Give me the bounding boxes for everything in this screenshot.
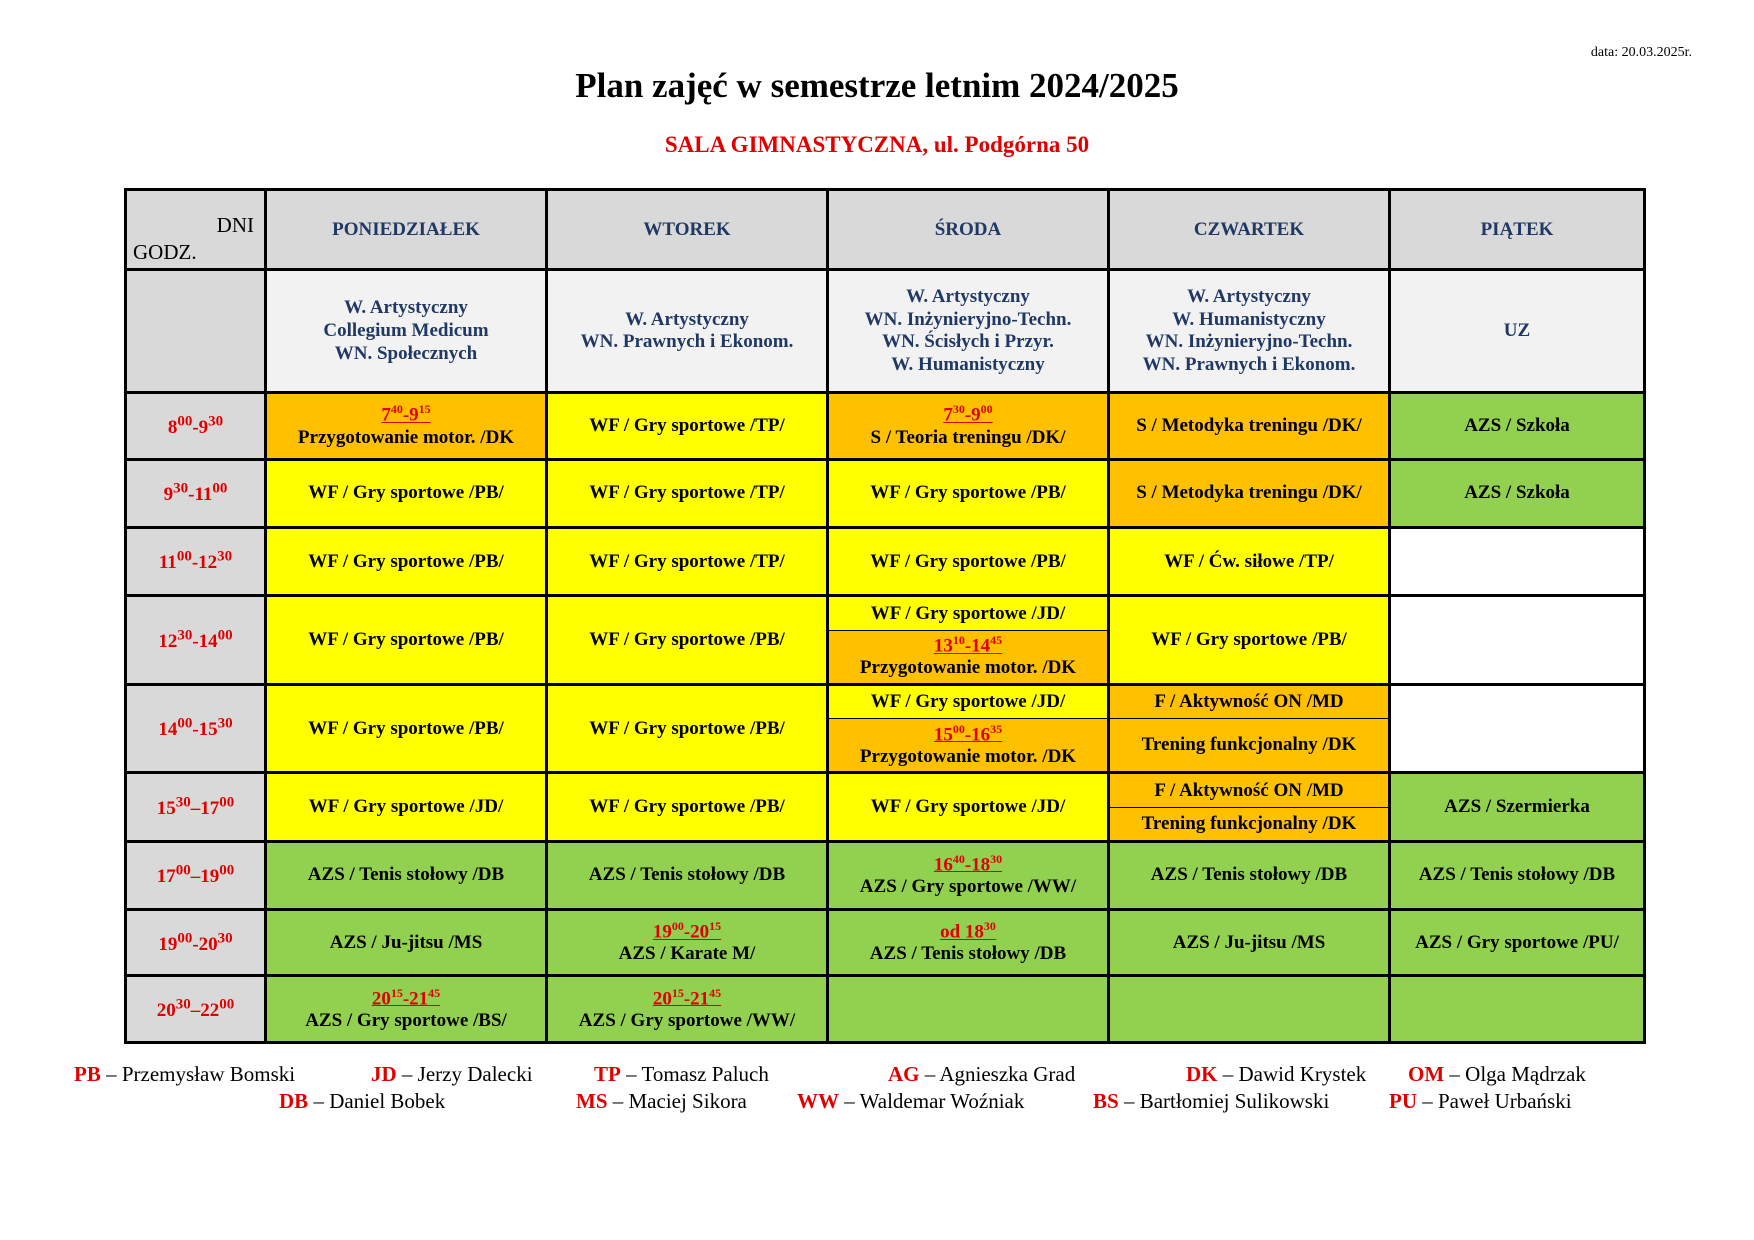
faculty-line: W. Humanistyczny	[891, 354, 1045, 376]
faculty-line: WN. Ścisłych i Przyr.	[882, 331, 1054, 353]
faculty-line: WN. Prawnych i Ekonom.	[1142, 354, 1356, 376]
legend-item: BS – Bartłomiej Sulikowski	[1093, 1089, 1330, 1113]
cell-text: WF / Gry sportowe /PB/	[1151, 629, 1347, 651]
schedule-table	[124, 188, 1646, 1044]
faculty-friday	[1390, 270, 1645, 393]
cell-text: AZS / Karate M/	[618, 943, 756, 965]
cell-mon-4	[266, 596, 547, 685]
cell-text: AZS / Tenis stołowy /DB	[1418, 864, 1616, 886]
cell-text: Przygotowanie motor. /DK	[859, 657, 1077, 679]
cell-thu-1	[1109, 393, 1390, 459]
cell-tue-2	[547, 459, 828, 527]
legend-item: WW – Waldemar Woźniak	[797, 1089, 1025, 1113]
legend-item: MS – Maciej Sikora	[576, 1089, 747, 1113]
time-slot-6: $15^{30}-17^{00}$	[126, 773, 266, 841]
cell-text: WF / Gry sportowe /PB/	[589, 717, 785, 739]
cell-text: AZS / Gry sportowe /BS/	[305, 1009, 507, 1031]
cell-text: AZS / Szermierka	[1444, 796, 1590, 818]
cell-text: AZS / Szkoła	[1464, 482, 1570, 504]
cell-time-note: $15^{00}-16^{35}$	[933, 721, 1003, 745]
page-subtitle: SALA GIMNASTYCZNA, ul. Podgórna 50	[664, 132, 1090, 157]
legend-item: PB – Przemysław Bomski	[74, 1062, 296, 1086]
cell-thu-2	[1109, 459, 1390, 527]
cell-time-note: $7^{30}-9^{00}$	[943, 402, 993, 426]
faculty-corner	[126, 270, 266, 393]
time-slot-3: $11^{00}-12^{30}$	[126, 527, 266, 595]
cell-text: WF / Gry sportowe /PB/	[308, 550, 504, 572]
cell-wed-8	[828, 910, 1109, 976]
cell-tue-4	[547, 596, 828, 685]
cell-text: WF / Gry sportowe /JD/	[870, 691, 1066, 713]
legend-item: DB – Daniel Bobek	[279, 1089, 446, 1113]
faculty-line: WN. Społecznych	[334, 342, 478, 364]
cell-mon-7	[266, 841, 547, 909]
cell-mon-5	[266, 684, 547, 773]
cell-fri-4	[1390, 596, 1645, 685]
cell-text: WF / Gry sportowe /JD/	[308, 796, 504, 818]
corner-dni: DNI	[216, 213, 254, 237]
cell-text: Przygotowanie motor. /DK	[297, 426, 515, 448]
cell-mon-6	[266, 773, 547, 841]
cell-tue-5	[547, 684, 828, 773]
day-thursday: CZWARTEK	[1109, 190, 1390, 270]
cell-text: AZS / Tenis stołowy /DB	[869, 943, 1067, 965]
cell-text: WF / Gry sportowe /JD/	[870, 602, 1066, 624]
faculty-line: W. Humanistyczny	[1172, 308, 1326, 330]
cell-time-note: $20^{15}-21^{45}$	[371, 985, 441, 1010]
cell-text: WF / Gry sportowe /PB/	[308, 482, 504, 504]
cell-text: Trening funkcjonalny /DK	[1141, 812, 1357, 834]
cell-text: AZS / Gry sportowe /PU/	[1415, 931, 1619, 953]
faculty-line: W. Artystyczny	[625, 308, 749, 330]
time-slot-2: $9^{30}-11^{00}$	[126, 459, 266, 527]
faculty-monday	[266, 270, 547, 393]
faculty-line: W. Artystyczny	[1187, 285, 1311, 307]
cell-text: WF / Gry sportowe /PB/	[870, 482, 1066, 504]
cell-tue-1	[547, 393, 828, 459]
cell-time-note: $7^{40}-9^{15}$	[381, 402, 431, 426]
time-slot-5: $14^{00}-15^{30}$	[126, 684, 266, 773]
cell-text: WF / Gry sportowe /PB/	[308, 717, 504, 739]
cell-text: WF / Gry sportowe /TP/	[589, 550, 785, 572]
cell-fri-1	[1390, 393, 1645, 459]
cell-thu-4	[1109, 596, 1390, 685]
faculty-line: W. Artystyczny	[344, 297, 468, 319]
cell-tue-8	[547, 910, 828, 976]
cell-text: Przygotowanie motor. /DK	[859, 745, 1077, 767]
faculty-wednesday	[828, 270, 1109, 393]
cell-tue-6	[547, 773, 828, 841]
cell-wed-5b	[828, 719, 1109, 773]
cell-text: WF / Gry sportowe /JD/	[870, 796, 1066, 818]
cell-text: WF / Gry sportowe /TP/	[589, 414, 785, 436]
faculty-line: WN. Inżynieryjno-Techn.	[1145, 331, 1353, 353]
cell-wed-1	[828, 393, 1109, 459]
day-tuesday: WTOREK	[547, 190, 828, 270]
cell-wed-2	[828, 459, 1109, 527]
cell-mon-3	[266, 527, 547, 595]
cell-time-note: $13^{10}-14^{45}$	[933, 633, 1003, 657]
cell-thu-9	[1109, 976, 1390, 1043]
cell-tue-7	[547, 841, 828, 909]
cell-text: AZS / Szkoła	[1464, 414, 1570, 436]
cell-wed-7	[828, 841, 1109, 909]
cell-thu-7	[1109, 841, 1390, 909]
cell-text: AZS / Ju-jitsu /MS	[329, 931, 483, 953]
cell-text: WF / Gry sportowe /PB/	[870, 550, 1066, 572]
time-slot-1: $8^{00}-9^{30}$	[126, 393, 266, 459]
cell-thu-5b	[1109, 719, 1390, 773]
cell-text: WF / Gry sportowe /PB/	[589, 629, 785, 651]
cell-text: S / Teoria treningu /DK/	[870, 426, 1066, 448]
cell-fri-8	[1390, 910, 1645, 976]
corner-godz: GODZ.	[133, 240, 197, 265]
cell-fri-6	[1390, 773, 1645, 841]
legend-item: AG – Agnieszka Grad	[888, 1062, 1076, 1086]
cell-mon-8	[266, 910, 547, 976]
cell-wed-4a	[828, 596, 1109, 630]
cell-thu-6b	[1109, 807, 1390, 841]
cell-tue-9	[547, 976, 828, 1043]
cell-fri-7	[1390, 841, 1645, 909]
date-label: data: 20.03.2025r.	[1590, 45, 1692, 60]
day-wednesday: ŚRODA	[828, 190, 1109, 270]
cell-wed-5a	[828, 684, 1109, 718]
time-slot-4: $12^{30}-14^{00}$	[126, 596, 266, 685]
faculty-line: WN. Inżynieryjno-Techn.	[864, 308, 1072, 330]
cell-text: AZS / Tenis stołowy /DB	[307, 864, 505, 886]
cell-mon-9	[266, 976, 547, 1043]
faculty-thursday	[1109, 270, 1390, 393]
cell-text: WF / Gry sportowe /PB/	[589, 796, 785, 818]
cell-text: AZS / Gry sportowe /WW/	[578, 1009, 796, 1031]
legend-item: OM – Olga Mądrzak	[1408, 1062, 1586, 1086]
cell-wed-6	[828, 773, 1109, 841]
cell-wed-9	[828, 976, 1109, 1043]
cell-mon-1	[266, 393, 547, 459]
time-slot-9: $20^{30}-22^{00}$	[126, 976, 266, 1043]
day-friday: PIĄTEK	[1390, 190, 1645, 270]
cell-text: AZS / Ju-jitsu /MS	[1172, 931, 1326, 953]
legend-item: DK – Dawid Krystek	[1186, 1062, 1367, 1086]
cell-text: AZS / Gry sportowe /WW/	[859, 876, 1077, 898]
faculty-line: WN. Prawnych i Ekonom.	[580, 331, 794, 353]
cell-fri-5	[1390, 684, 1645, 773]
cell-text: S / Metodyka treningu /DK/	[1136, 414, 1362, 436]
cell-wed-3	[828, 527, 1109, 595]
cell-thu-5a	[1109, 684, 1390, 718]
cell-text: WF / Gry sportowe /PB/	[308, 629, 504, 651]
cell-thu-3	[1109, 527, 1390, 595]
page-title: Plan zajęć w semestrze letnim 2024/2025	[575, 66, 1179, 105]
cell-text: AZS / Tenis stołowy /DB	[588, 864, 786, 886]
faculty-line: UZ	[1503, 319, 1531, 341]
legend-item: PU – Paweł Urbański	[1389, 1089, 1572, 1113]
cell-time-note: $19^{00}-20^{15}$	[652, 919, 722, 943]
faculty-line: W. Artystyczny	[906, 285, 1030, 307]
legend-item: TP – Tomasz Paluch	[594, 1062, 769, 1086]
cell-wed-4b	[828, 630, 1109, 684]
cell-fri-9	[1390, 976, 1645, 1043]
time-slot-8: $19^{00}-20^{30}$	[126, 910, 266, 976]
cell-text: WF / Gry sportowe /TP/	[589, 482, 785, 504]
legend-item: JD – Jerzy Dalecki	[371, 1062, 533, 1086]
cell-time-note: od $18^{30}$	[940, 919, 996, 943]
cell-time-note: $20^{15}-21^{45}$	[652, 985, 722, 1010]
corner-header	[126, 190, 266, 270]
faculty-line: Collegium Medicum	[323, 319, 489, 341]
cell-mon-2	[266, 459, 547, 527]
cell-thu-6a	[1109, 773, 1390, 807]
cell-time-note: $16^{40}-18^{30}$	[933, 851, 1003, 876]
cell-text: Trening funkcjonalny /DK	[1141, 734, 1357, 756]
cell-text: WF / Ćw. siłowe /TP/	[1164, 550, 1334, 572]
cell-text: AZS / Tenis stołowy /DB	[1150, 864, 1348, 886]
cell-text: S / Metodyka treningu /DK/	[1136, 482, 1362, 504]
cell-fri-2	[1390, 459, 1645, 527]
cell-text: F / Aktywność ON /MD	[1154, 779, 1344, 801]
time-slot-7: $17^{00}-19^{00}$	[126, 841, 266, 909]
faculty-tuesday	[547, 270, 828, 393]
cell-tue-3	[547, 527, 828, 595]
cell-thu-8	[1109, 910, 1390, 976]
cell-fri-3	[1390, 527, 1645, 595]
day-monday: PONIEDZIAŁEK	[266, 190, 547, 270]
cell-text: F / Aktywność ON /MD	[1154, 691, 1344, 713]
